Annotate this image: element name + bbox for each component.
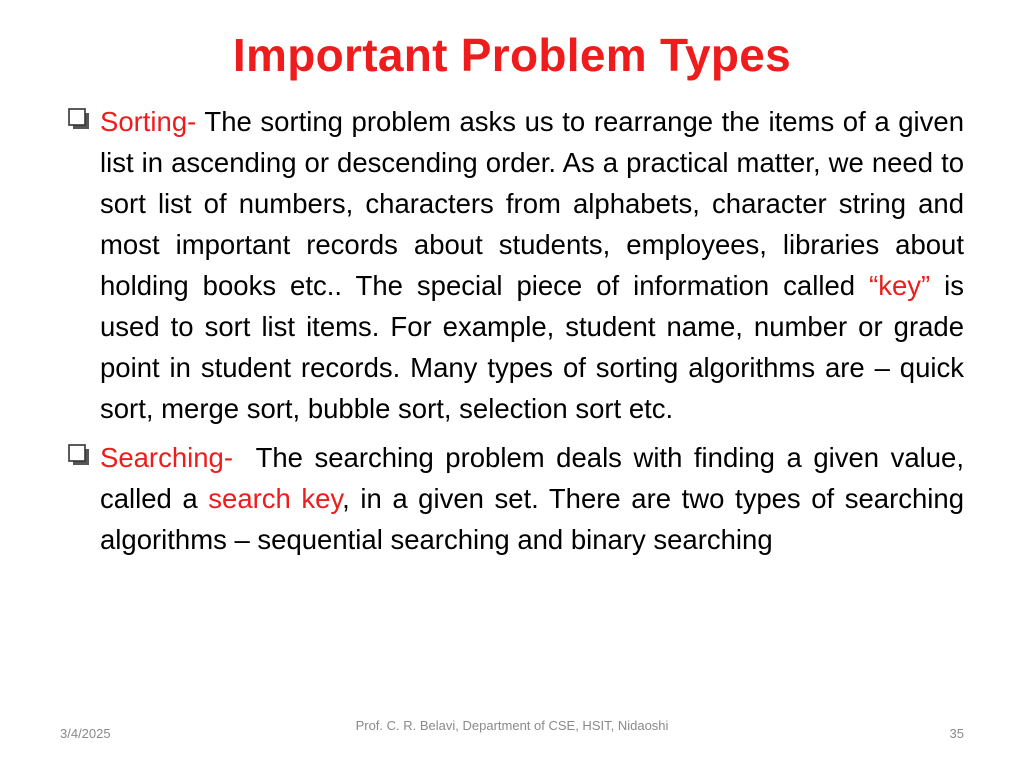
bullet-searching-text	[100, 437, 972, 560]
bullet-sorting-label: Sorting-	[100, 106, 197, 137]
footer-author: Prof. C. R. Belavi, Department of CSE, HSIT, Nidaoshi	[355, 718, 669, 733]
bullet-sorting	[68, 101, 964, 429]
bullet-sorting-body-2: is used to sort list items. For example, student name, number or grade point in student records. Many types of sorting algorithms are – quick sort, merge sort, bubble sort, selection sort etc.	[100, 270, 965, 424]
bullet-sorting-text	[100, 101, 964, 429]
bullet-searching-label: Searching-	[100, 442, 233, 473]
checkbox-bullet-icon	[68, 108, 90, 130]
bullet-list	[68, 101, 972, 568]
checkbox-bullet-icon	[68, 444, 90, 466]
slide-title: Important Problem Types	[232, 29, 792, 81]
bullet-sorting-body-1: The sorting problem asks us to rearrange the items of a given list in ascending or descending order. As a practical matter, we need to sort list of numbers, characters from alphabets, character string and most important records about students, employees, libraries about holding books etc.. The special piece of information called	[100, 106, 964, 301]
bullet-searching-body-2: , in a given set. There are two types of searching algorithms – sequential searching and binary searching	[100, 483, 964, 555]
bullet-searching-highlight: search key	[208, 483, 343, 514]
footer-date: 3/4/2025	[60, 726, 111, 741]
bullet-searching	[68, 437, 972, 560]
bullet-sorting-highlight: “key”	[869, 270, 931, 301]
footer-page-number: 35	[949, 726, 964, 741]
bullet-searching-body-1: The searching problem deals with finding a given value, called a	[100, 442, 972, 514]
